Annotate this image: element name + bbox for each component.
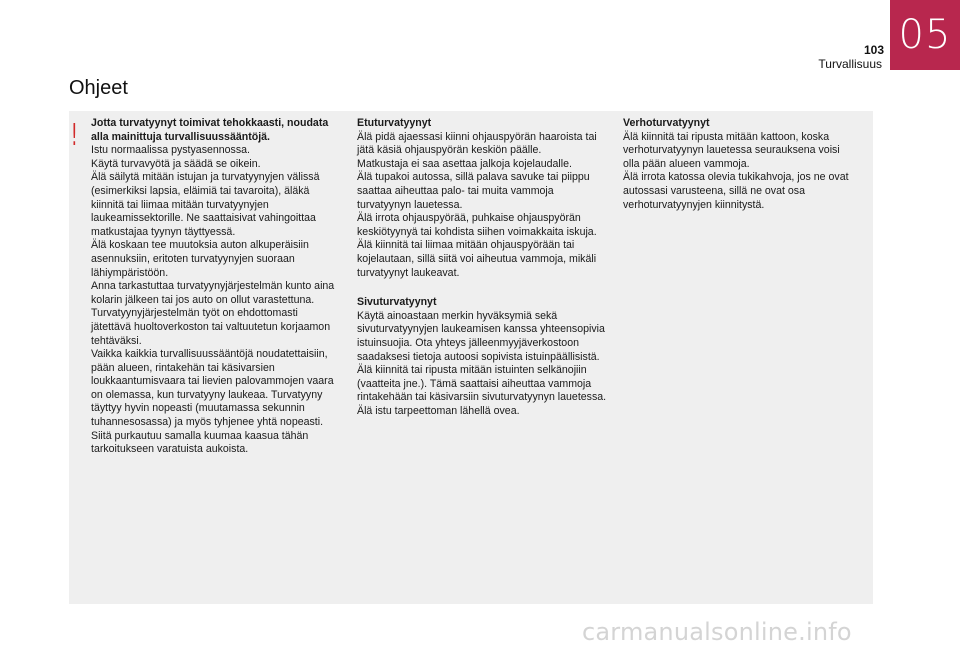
- lateral-line: Älä kiinnitä tai ripusta mitään istuinten selkänojiin (vaatteita jne.). Tämä saattaisi aiheuttaa vammoja rintakehään tai käsivarsiin sivuturvatyynyn lauetessa.: [357, 364, 607, 404]
- warning-line: Turvatyynyjärjestelmän työt on ehdottomasti jätettävä huoltoverkoston tai valtuutetun korjaamon tehtäväksi.: [91, 307, 331, 347]
- warning-line: Älä koskaan tee muutoksia auton alkuperäisiin asennuksiin, eritoten turvatyynyjen suoraan lähiympäristöön.: [91, 239, 309, 279]
- frontal-line: Älä irrota ohjauspyörää, puhkaise ohjauspyörän keskiötyynyä tai kohdista siihen voimakkaita iskuja.: [357, 212, 597, 238]
- curtain-line: Älä kiinnitä tai ripusta mitään kattoon, koska verhoturvatyynyn lauetessa seurauksena voisi olla pään alueen vammoja.: [623, 130, 840, 170]
- curtain-airbags-heading: Verhoturvatyynyt: [623, 117, 710, 129]
- lateral-line: Älä istu tarpeettoman lähellä ovea.: [357, 404, 520, 417]
- warning-line: Istu normaalissa pystyasennossa.: [91, 144, 250, 157]
- frontal-airbags-heading: Etuturvatyynyt: [357, 117, 432, 129]
- exclamation-icon: !: [71, 118, 78, 153]
- warning-line: Käytä turvavyötä ja säädä se oikein.: [91, 157, 261, 170]
- warning-line: Siitä purkautuu samalla kuumaa kaasua tähän tarkoitukseen varatuista aukoista.: [91, 429, 309, 456]
- frontal-line: Matkustaja ei saa asettaa jalkoja kojelaudalle.: [357, 157, 572, 170]
- frontal-airbags-section: [357, 117, 607, 280]
- lateral-airbags-section: [357, 296, 607, 418]
- frontal-line: Älä tupakoi autossa, sillä palava savuke tai piippu saattaa aiheuttaa palo- tai muita vammoja turvatyynyn lauetessa.: [357, 171, 590, 211]
- curtain-line: Älä irrota katossa olevia tukikahvoja, jos ne ovat autossasi varusteena, sillä ne ovat osa verhoturvatyynyjen kiinnitystä.: [623, 171, 849, 211]
- warning-line: Anna tarkastuttaa turvatyynyjärjestelmän kunto aina kolarin jälkeen tai jos auto on ollut varastettuna.: [91, 280, 335, 306]
- warning-line: Älä säilytä mitään istujan ja turvatyynyjen välissä (esimerkiksi lapsia, eläimiä tai tavaroita), äläkä kiinnitä tai liimaa mitään turvatyynyjen laukeamissektorille. Ne saattaisivat vahingoittaa matkustajaa tyynyn täyttyessä.: [91, 171, 320, 238]
- frontal-line: Älä kiinnitä tai liimaa mitään ohjauspyörään tai kojelautaan, sillä siitä voi aiheutua vammoja, mikäli turvatyynyt laukeavat.: [357, 239, 597, 279]
- airbag-column-middle: [357, 117, 607, 434]
- section-name: Turvallisuus: [818, 57, 882, 71]
- page-title: Ohjeet: [69, 77, 128, 99]
- frontal-line: Älä pidä ajaessasi kiinni ohjauspyörän haaroista tai jätä käsiä ohjauspyörän keskiön päälle.: [357, 130, 597, 157]
- warning-column: [91, 117, 337, 457]
- chapter-tab: [890, 0, 960, 70]
- lateral-line: Käytä ainoastaan merkin hyväksymiä sekä sivuturvatyynyjen laukeamisen kanssa yhteensopivia istuinsuojia. Ota yhteys jälleenmyyjäverkostoon saadaksesi tietoja autoosi sopivista istuinpäällisistä.: [357, 309, 605, 363]
- page-number: 103: [863, 43, 884, 57]
- airbag-column-right: [623, 117, 859, 228]
- lateral-airbags-heading: Sivuturvatyynyt: [357, 296, 437, 309]
- warning-lead: Jotta turvatyynyt toimivat tehokkaasti, noudata alla mainittuja turvallisuussääntöjä.: [91, 117, 329, 143]
- curtain-airbags-section: [623, 117, 859, 212]
- warning-line: Vaikka kaikkia turvallisuussääntöjä noudatettaisiin, pään alueen, rintakehän tai käsivarsien loukkaantumisvaara tai lievien palovammojen vaara on olemassa, kun turvatyyny laukeaa. Turvatyyny täyttyy hyvin nopeasti (muutamassa sekunnin tuhannesosassa) ja myös tyhjenee yhtä nopeasti.: [91, 348, 334, 429]
- chapter-number: 05: [898, 12, 952, 58]
- watermark: carmanualsonline.info: [582, 618, 852, 646]
